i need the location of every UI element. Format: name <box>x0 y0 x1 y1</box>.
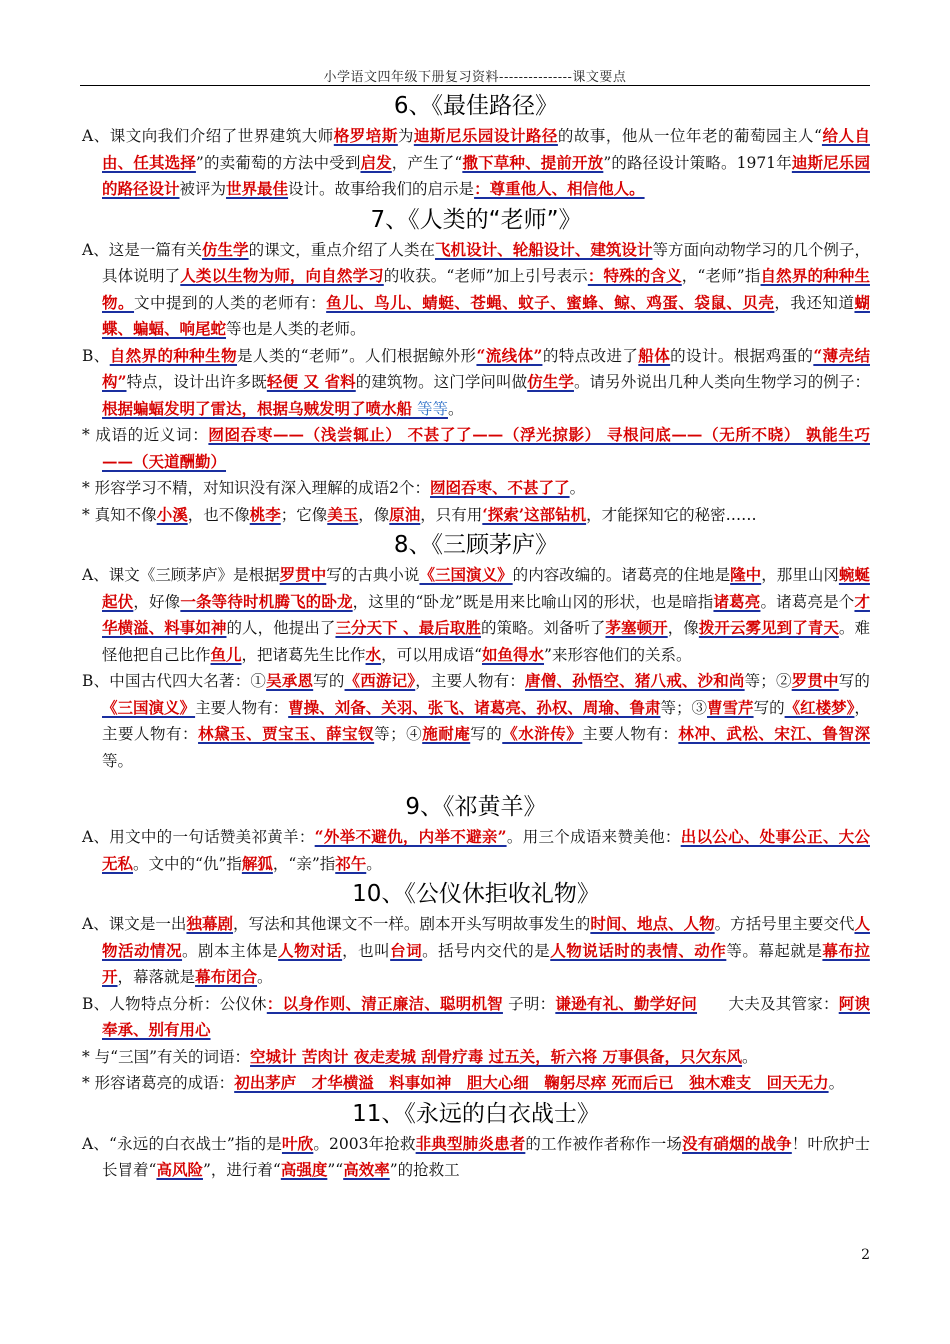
s8-paragraph-b: B、中国古代四大名著：①吴承恩写的《西游记》，主要人物有：唐僧、孙悟空、猪八戒、沙和尚等；②罗贯中写的《三国演义》主要人物有：曹操、刘备、关羽、张飞、诸葛亮、孙权、周瑜、鲁肃等；③曹雪芹写的《红楼梦》，主要人物有：林黛玉、贾宝玉、薛宝钗等；④施耐庵写的《水浒传》主要人物有：林冲、武松、宋江、鲁智深等。 <box>82 671 870 770</box>
section-title-7: 7、《人类的“老师”》 <box>370 206 582 233</box>
s7-paragraph-a: A、这是一篇有关仿生学的课文，重点介绍了人类在飞机设计、轮船设计、建筑设计等方面向动物学习的几个例子，具体说明了人类以生物为师，向自然学习的收获。“老师”加上引号表示：特殊的含义，“老师”指自然界的种种生物。文中提到的人类的老师有：鱼儿、鸟儿、蜻蜓、苍蝇、蚊子、蜜蜂、鲸、鸡蛋、袋鼠、贝壳，我还知道蝴蝶、蝙蝠、响尾蛇等也是人类的老师。 <box>82 239 870 338</box>
section-title-9: 9、《祁黄羊》 <box>405 794 547 820</box>
s10-three-kingdoms-phrases: * 与“三国”有关的词语：空城计 苦肉计 夜走麦城 刮骨疗毒 过五关，斩六将 万事俱备，只欠东风。 <box>82 1046 758 1066</box>
s9-paragraph-a: A、用文中的一句话赞美祁黄羊：“外举不避仇，内举不避亲”。用三个成语来赞美他：出以公心、处事公正、大公无私。文中的“仇”指解狐，“亲”指祁午。 <box>82 827 870 873</box>
s7-paragraph-b: B、自然界的种种生物是人类的“老师”。人们根据鲸外形“流线体”的特点改进了船体的设计。根据鸡蛋的“薄壳结构”特点，设计出许多既轻便 又 省料的建筑物。这门学问叫做仿生学。请另外说出几种人类向生物学习的例子：根据蝙蝠发明了雷达，根据乌贼发明了喷水船 等等。 <box>82 345 870 418</box>
document-content <box>82 89 870 1184</box>
page-number: 2 <box>861 1247 870 1263</box>
s8-paragraph-a: A、课文《三顾茅庐》是根据罗贯中写的古典小说《三国演义》的内容改编的。诸葛亮的住地是隆中，那里山冈蜿蜒起伏，好像一条等待时机腾飞的卧龙，这里的“卧龙”既是用来比喻山冈的形状，也是暗指诸葛亮。诸葛亮是个才华横溢、料事如神的人，他提出了三分天下 、最后取胜的策略。刘备听了茅塞顿开，像拨开云雾见到了青天。难怪他把自己比作鱼儿，把诸葛先生比作水，可以用成语“如鱼得水”来形容他们的关系。 <box>82 565 870 664</box>
section-title-10: 10、《公仪休拒收礼物》 <box>352 881 600 907</box>
s6-paragraph-a: A、课文向我们介绍了世界建筑大师格罗培斯为迪斯尼乐园设计路径的故事，他从一位年老的葡萄园主人“给人自由、任其选择”的卖葡萄的方法中受到启发，产生了“撒下草种、提前开放”的路径设计策略。1971年迪斯尼乐园的路径设计被评为世界最佳设计。故事给我们的启示是：尊重他人、相信他人。 <box>82 126 870 198</box>
s7-true-knowledge: * 真知不像小溪，也不像桃李；它像美玉，像原油，只有用‘探索’这部钻机，才能探知它的秘密…… <box>82 504 757 524</box>
section-title-8: 8、《三顾茅庐》 <box>393 532 559 558</box>
s7-idiom-synonyms: * 成语的近义词：囫囵吞枣——（浅尝辄止） 不甚了了——（浮光掠影） 寻根问底——（无所不晓） 孰能生巧——（天道酬勤） <box>82 425 870 471</box>
section-title-11: 11、《永远的白衣战士》 <box>352 1100 600 1127</box>
s11-paragraph-a: A、“永远的白衣战士”指的是叶欣。2003年抢救非典型肺炎患者的工作被作者称作一场没有硝烟的战争！叶欣护士长冒着“高风险”，进行着“高强度”“高效率”的抢救工 <box>82 1133 870 1179</box>
s7-idioms-shallow-learning: * 形容学习不精，对知识没有深入理解的成语2个：囫囵吞枣、不甚了了。 <box>82 478 586 497</box>
running-header: 小学语文四年级下册复习资料---------------课文要点 <box>323 70 627 85</box>
s10-zhuge-liang-idioms: * 形容诸葛亮的成语：初出茅庐 才华横溢 料事如神 胆大心细 鞠躬尽瘁 死而后已 独木难支 回天无力。 <box>82 1073 845 1092</box>
section-title-6: 6、《最佳路径》 <box>393 93 559 119</box>
s10-paragraph-b: B、人物特点分析：公仪休：以身作则、清正廉洁、聪明机智 子明：谦逊有礼、勤学好问 大夫及其管家：阿谀奉承、别有用心 <box>82 993 870 1039</box>
header-rule <box>80 85 870 86</box>
s10-paragraph-a: A、课文是一出独幕剧，写法和其他课文不一样。剧本开头写明故事发生的时间、地点、人物。方括号里主要交代人物活动情况。剧本主体是人物对话，也叫台词。括号内交代的是人物说话时的表情、动作等。幕起就是幕布拉开，幕落就是幕布闭合。 <box>82 914 870 986</box>
